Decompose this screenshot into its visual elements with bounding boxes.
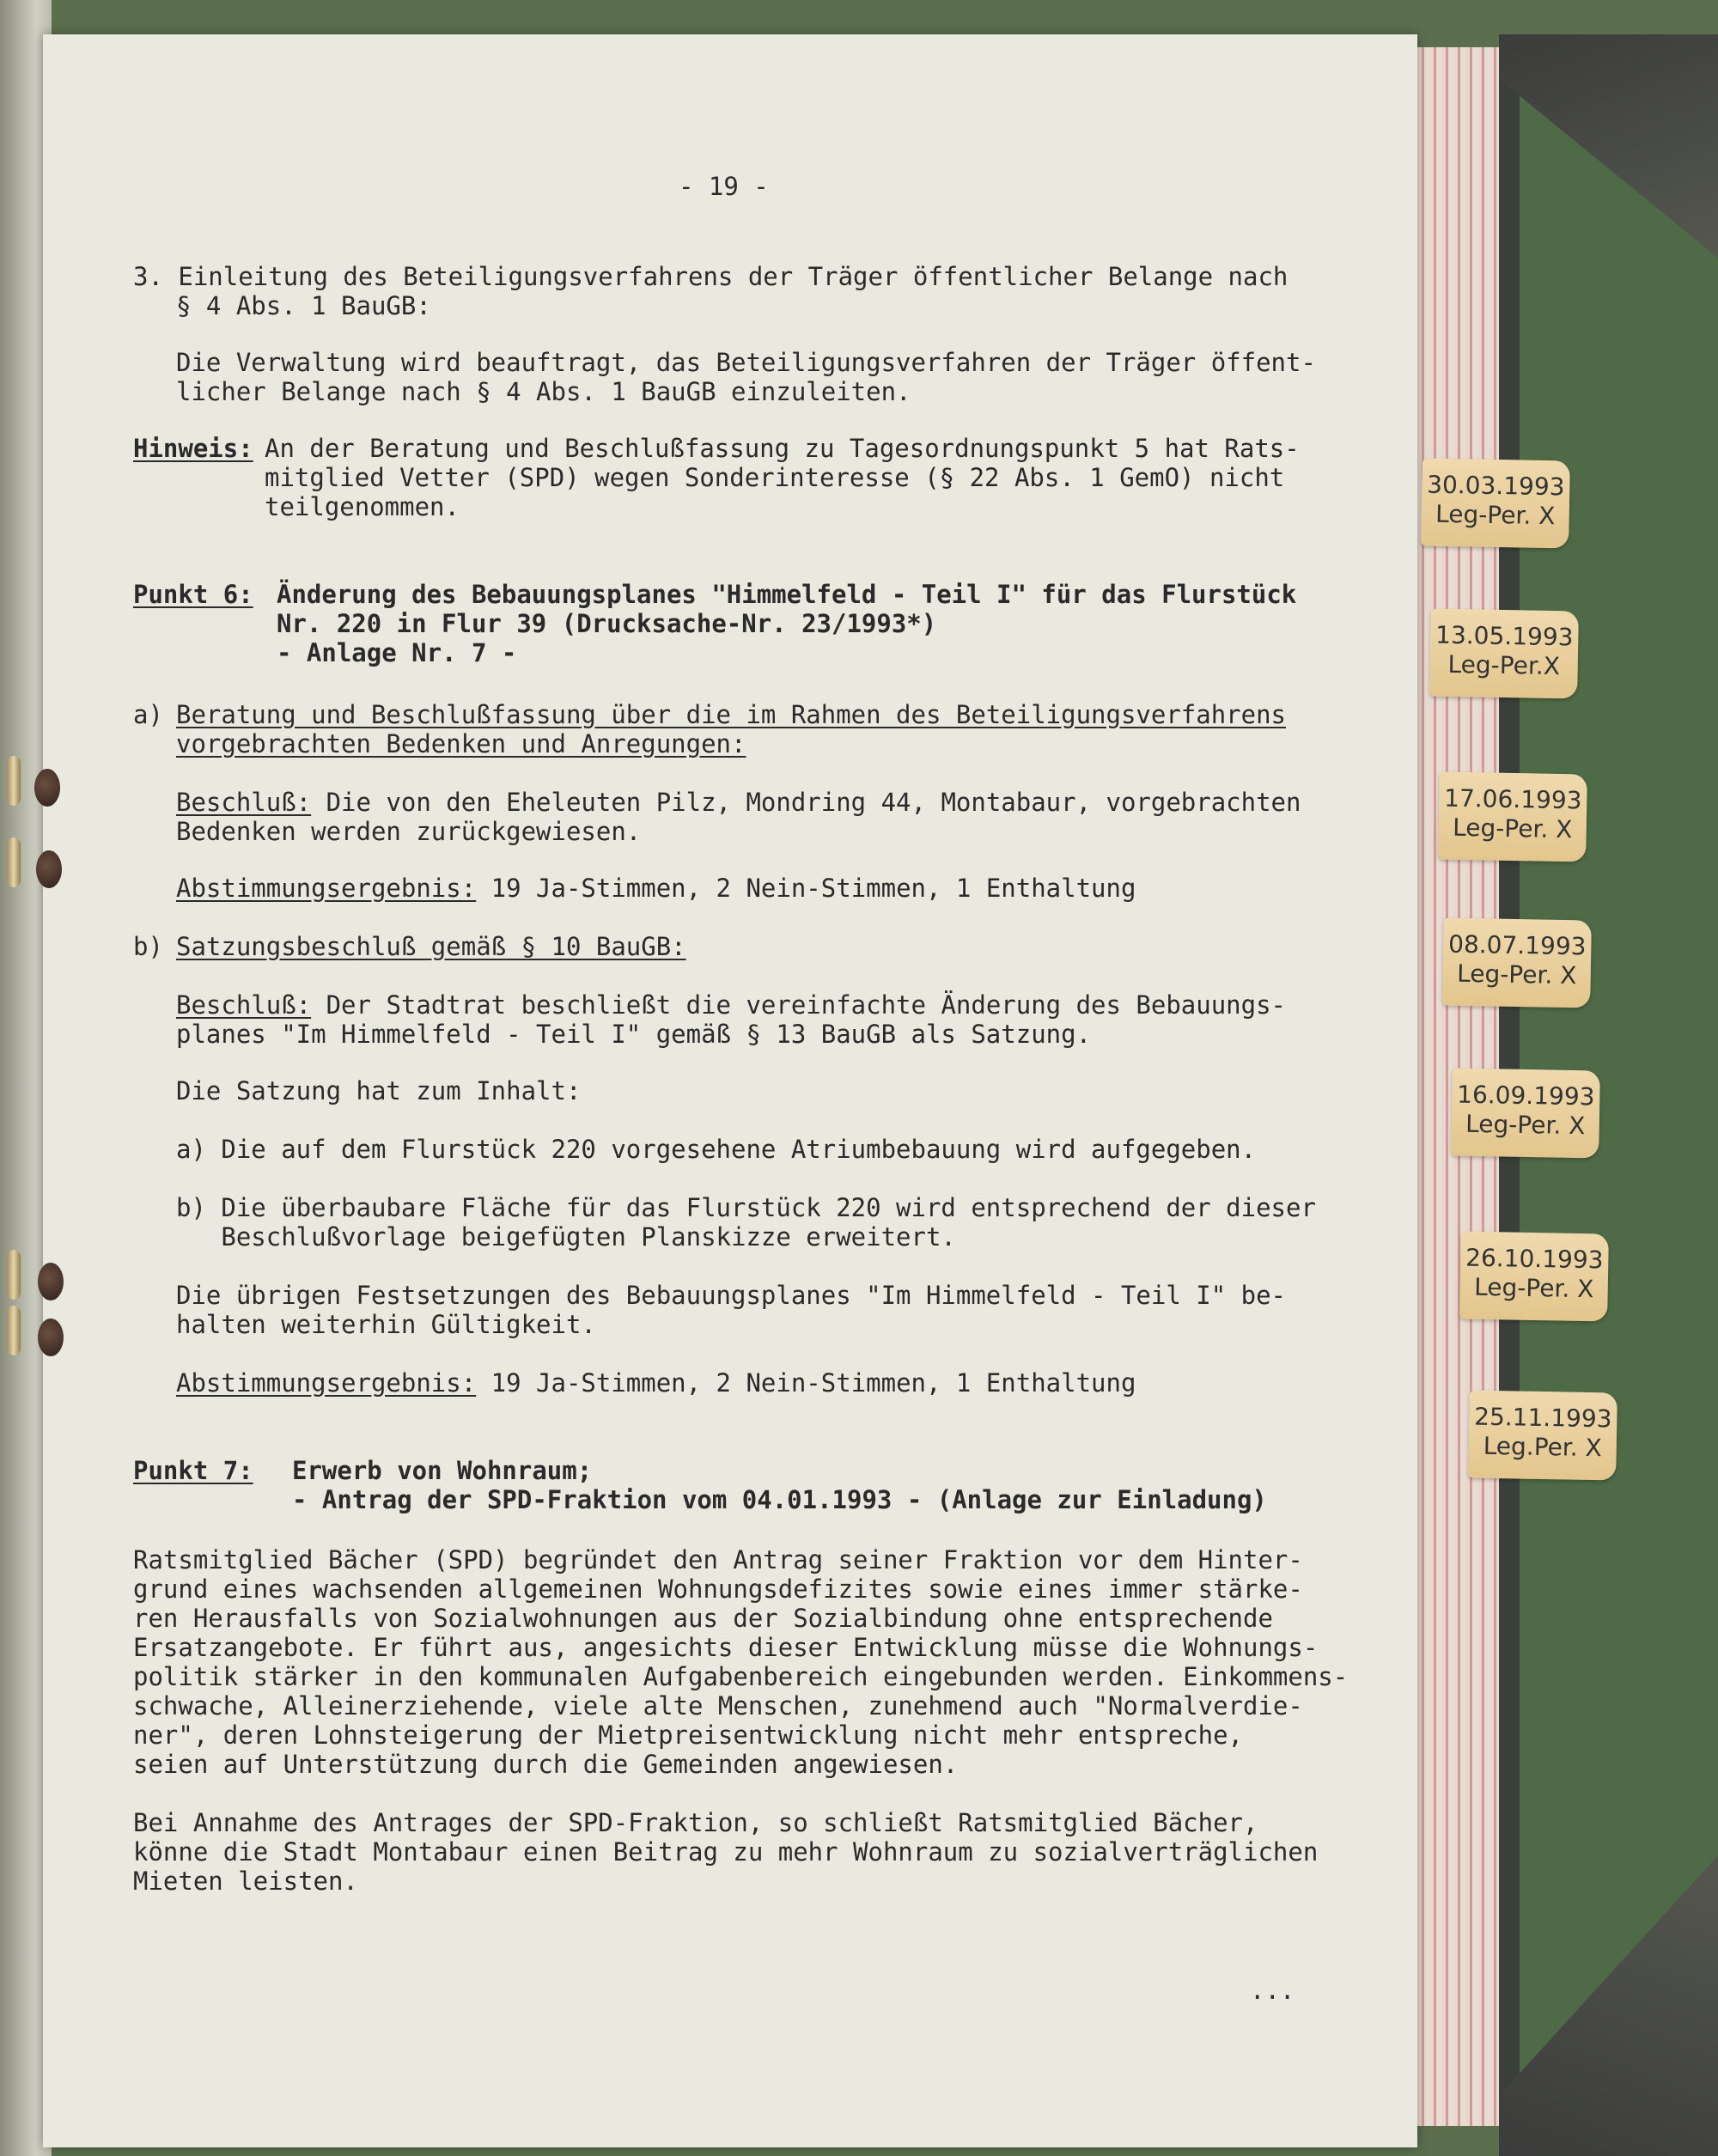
hinweis-text: teilgenommen. [265,492,460,521]
punkt6-b-beschluss [176,990,1286,1020]
register-tab[interactable] [1442,918,1592,1008]
punch-hole [38,1263,64,1300]
text-line: seien auf Unterstützung durch die Gemeinden angewiesen. [133,1750,959,1779]
text-line: schwache, Alleinerziehende, viele alte Menschen, zunehmend auch "Normalverdie- [133,1691,1303,1721]
item3-body-cont: licher Belange nach § 4 Abs. 1 BauGB einzuleiten. [176,377,911,406]
text-line: Bei Annahme des Antrages der SPD-Fraktion, so schließt Ratsmitglied Bächer, [133,1808,1258,1837]
tab-date: 26.10.1993 [1465,1243,1604,1275]
punkt7-label: Punkt 7: [133,1456,253,1485]
continuation-mark: ... [1250,1976,1295,2005]
tab-date: 17.06.1993 [1443,783,1582,815]
text-line: könne die Stadt Montabaur einen Beitrag zu mehr Wohnraum zu sozialverträglichen [133,1837,1319,1867]
register-tab[interactable] [1438,772,1587,862]
punkt6-a-beschluss [176,788,1301,817]
item3-heading: 3. Einleitung des Beteiligungsverfahrens der Träger öffentlicher Belange nach [133,262,1288,291]
register-tab[interactable] [1468,1391,1617,1481]
abstimmung-label: Abstimmungsergebnis: [176,1368,477,1398]
satzung-item-b-cont: Beschlußvorlage beigefügten Planskizze erweitert. [176,1222,956,1252]
punkt6-a-title: Beratung und Beschlußfassung über die im Rahmen des Beteiligungsverfahrens [176,700,1287,729]
tab-date: 25.11.1993 [1473,1402,1612,1434]
binder-ring [7,1306,21,1355]
punkt6-b-marker: b) [133,932,163,961]
binder-ring [7,1250,21,1300]
satzung-intro: Die Satzung hat zum Inhalt: [176,1076,582,1105]
register-tab[interactable] [1429,609,1579,699]
hinweis-label: Hinweis: [133,434,253,463]
uebrige-festsetzungen-cont: halten weiterhin Gültigkeit. [176,1310,596,1339]
tab-date: 16.09.1993 [1456,1080,1595,1111]
text-line: politik stärker in den kommunalen Aufgabenbereich eingebunden werden. Einkommens- [133,1662,1349,1691]
text-line: ner", deren Lohnsteigerung der Mietpreisentwicklung nicht mehr entspreche, [133,1721,1244,1750]
punch-hole [34,769,60,807]
text-line: Mieten leisten. [133,1867,358,1896]
punch-hole [36,850,62,888]
beschluss-text: Die von den Eheleuten Pilz, Mondring 44, Montabaur, vorgebrachten [311,788,1301,817]
text-line: Ersatzangebote. Er führt aus, angesichts dieser Entwicklung müsse die Wohnungs- [133,1633,1319,1662]
punkt6-a-beschluss-cont: Bedenken werden zurückgewiesen. [176,817,642,846]
tab-date: 30.03.1993 [1426,470,1565,502]
text-line: ren Herausfalls von Sozialwohnungen aus der Sozialbindung ohne entsprechende [133,1604,1273,1633]
tab-date: 08.07.1993 [1447,929,1587,961]
beschluss-label: Beschluß: [176,788,312,817]
punkt6-a-marker: a) [133,700,163,729]
punkt6-a-title: vorgebrachten Bedenken und Anregungen: [176,729,746,758]
punch-hole [38,1319,64,1356]
uebrige-festsetzungen: Die übrigen Festsetzungen des Bebauungsplanes "Im Himmelfeld - Teil I" be- [176,1281,1287,1310]
tab-date: 13.05.1993 [1435,620,1574,652]
register-tab[interactable] [1451,1069,1600,1159]
register-tab[interactable] [1459,1232,1609,1322]
punkt7-title: - Antrag der SPD-Fraktion vom 04.01.1993 - (Anlage zur Einladung) [292,1485,1267,1514]
tab-label: Leg-Per. X [1452,813,1573,844]
punkt7-title: Erwerb von Wohnraum; [292,1456,593,1485]
punkt6-b-abstimmung [176,1368,1136,1398]
abstimmung-label: Abstimmungsergebnis: [176,874,477,903]
hinweis-text: An der Beratung und Beschlußfassung zu Tagesordnungspunkt 5 hat Rats- [265,434,1300,463]
binder-ring [7,756,21,806]
punkt6-title: - Anlage Nr. 7 - [277,638,517,667]
item3-heading-cont: § 4 Abs. 1 BauGB: [176,291,431,320]
text-line: grund eines wachsenden allgemeinen Wohnungsdefizites sowie eines immer stärke- [133,1574,1303,1604]
punkt6-title: Nr. 220 in Flur 39 (Drucksache-Nr. 23/1993*) [277,609,937,638]
punkt6-b-beschluss-cont: planes "Im Himmelfeld - Teil I" gemäß § 13 BauGB als Satzung. [176,1020,1092,1049]
punkt6-title: Änderung des Bebauungsplanes "Himmelfeld - Teil I" für das Flurstück [277,580,1297,609]
abstimmung-text: 19 Ja-Stimmen, 2 Nein-Stimmen, 1 Enthaltung [476,1368,1136,1398]
beschluss-label: Beschluß: [176,990,312,1020]
tab-label: Leg-Per. X [1456,959,1577,990]
tab-label: Leg-Per.X [1447,649,1561,681]
satzung-item-a: a) Die auf dem Flurstück 220 vorgesehene Atriumbebauung wird aufgegeben. [176,1135,1257,1164]
tab-label: Leg-Per. X [1465,1109,1586,1141]
punkt6-b-title: Satzungsbeschluß gemäß § 10 BauGB: [176,932,686,961]
punkt6-label: Punkt 6: [133,580,253,609]
beschluss-text: Der Stadtrat beschließt die vereinfachte Änderung des Bebauungs- [311,990,1287,1020]
punkt6-a-abstimmung [176,874,1136,903]
abstimmung-text: 19 Ja-Stimmen, 2 Nein-Stimmen, 1 Enthaltung [476,874,1136,903]
hinweis-text: mitglied Vetter (SPD) wegen Sonderinteresse (§ 22 Abs. 1 GemO) nicht [265,463,1285,492]
tab-label: Leg-Per. X [1473,1272,1594,1304]
page-number: - 19 - [679,172,769,201]
satzung-item-b: b) Die überbaubare Fläche für das Flurstück 220 wird entsprechend der dieser [176,1193,1316,1222]
text-line: Ratsmitglied Bächer (SPD) begründet den Antrag seiner Fraktion vor dem Hinter- [133,1545,1303,1574]
item3-body: Die Verwaltung wird beauftragt, das Beteiligungsverfahren der Träger öffent- [176,348,1316,377]
tab-label: Leg.Per. X [1483,1431,1603,1463]
register-tab[interactable] [1421,459,1570,549]
binder-ring [7,837,21,887]
tab-label: Leg-Per. X [1435,499,1556,531]
